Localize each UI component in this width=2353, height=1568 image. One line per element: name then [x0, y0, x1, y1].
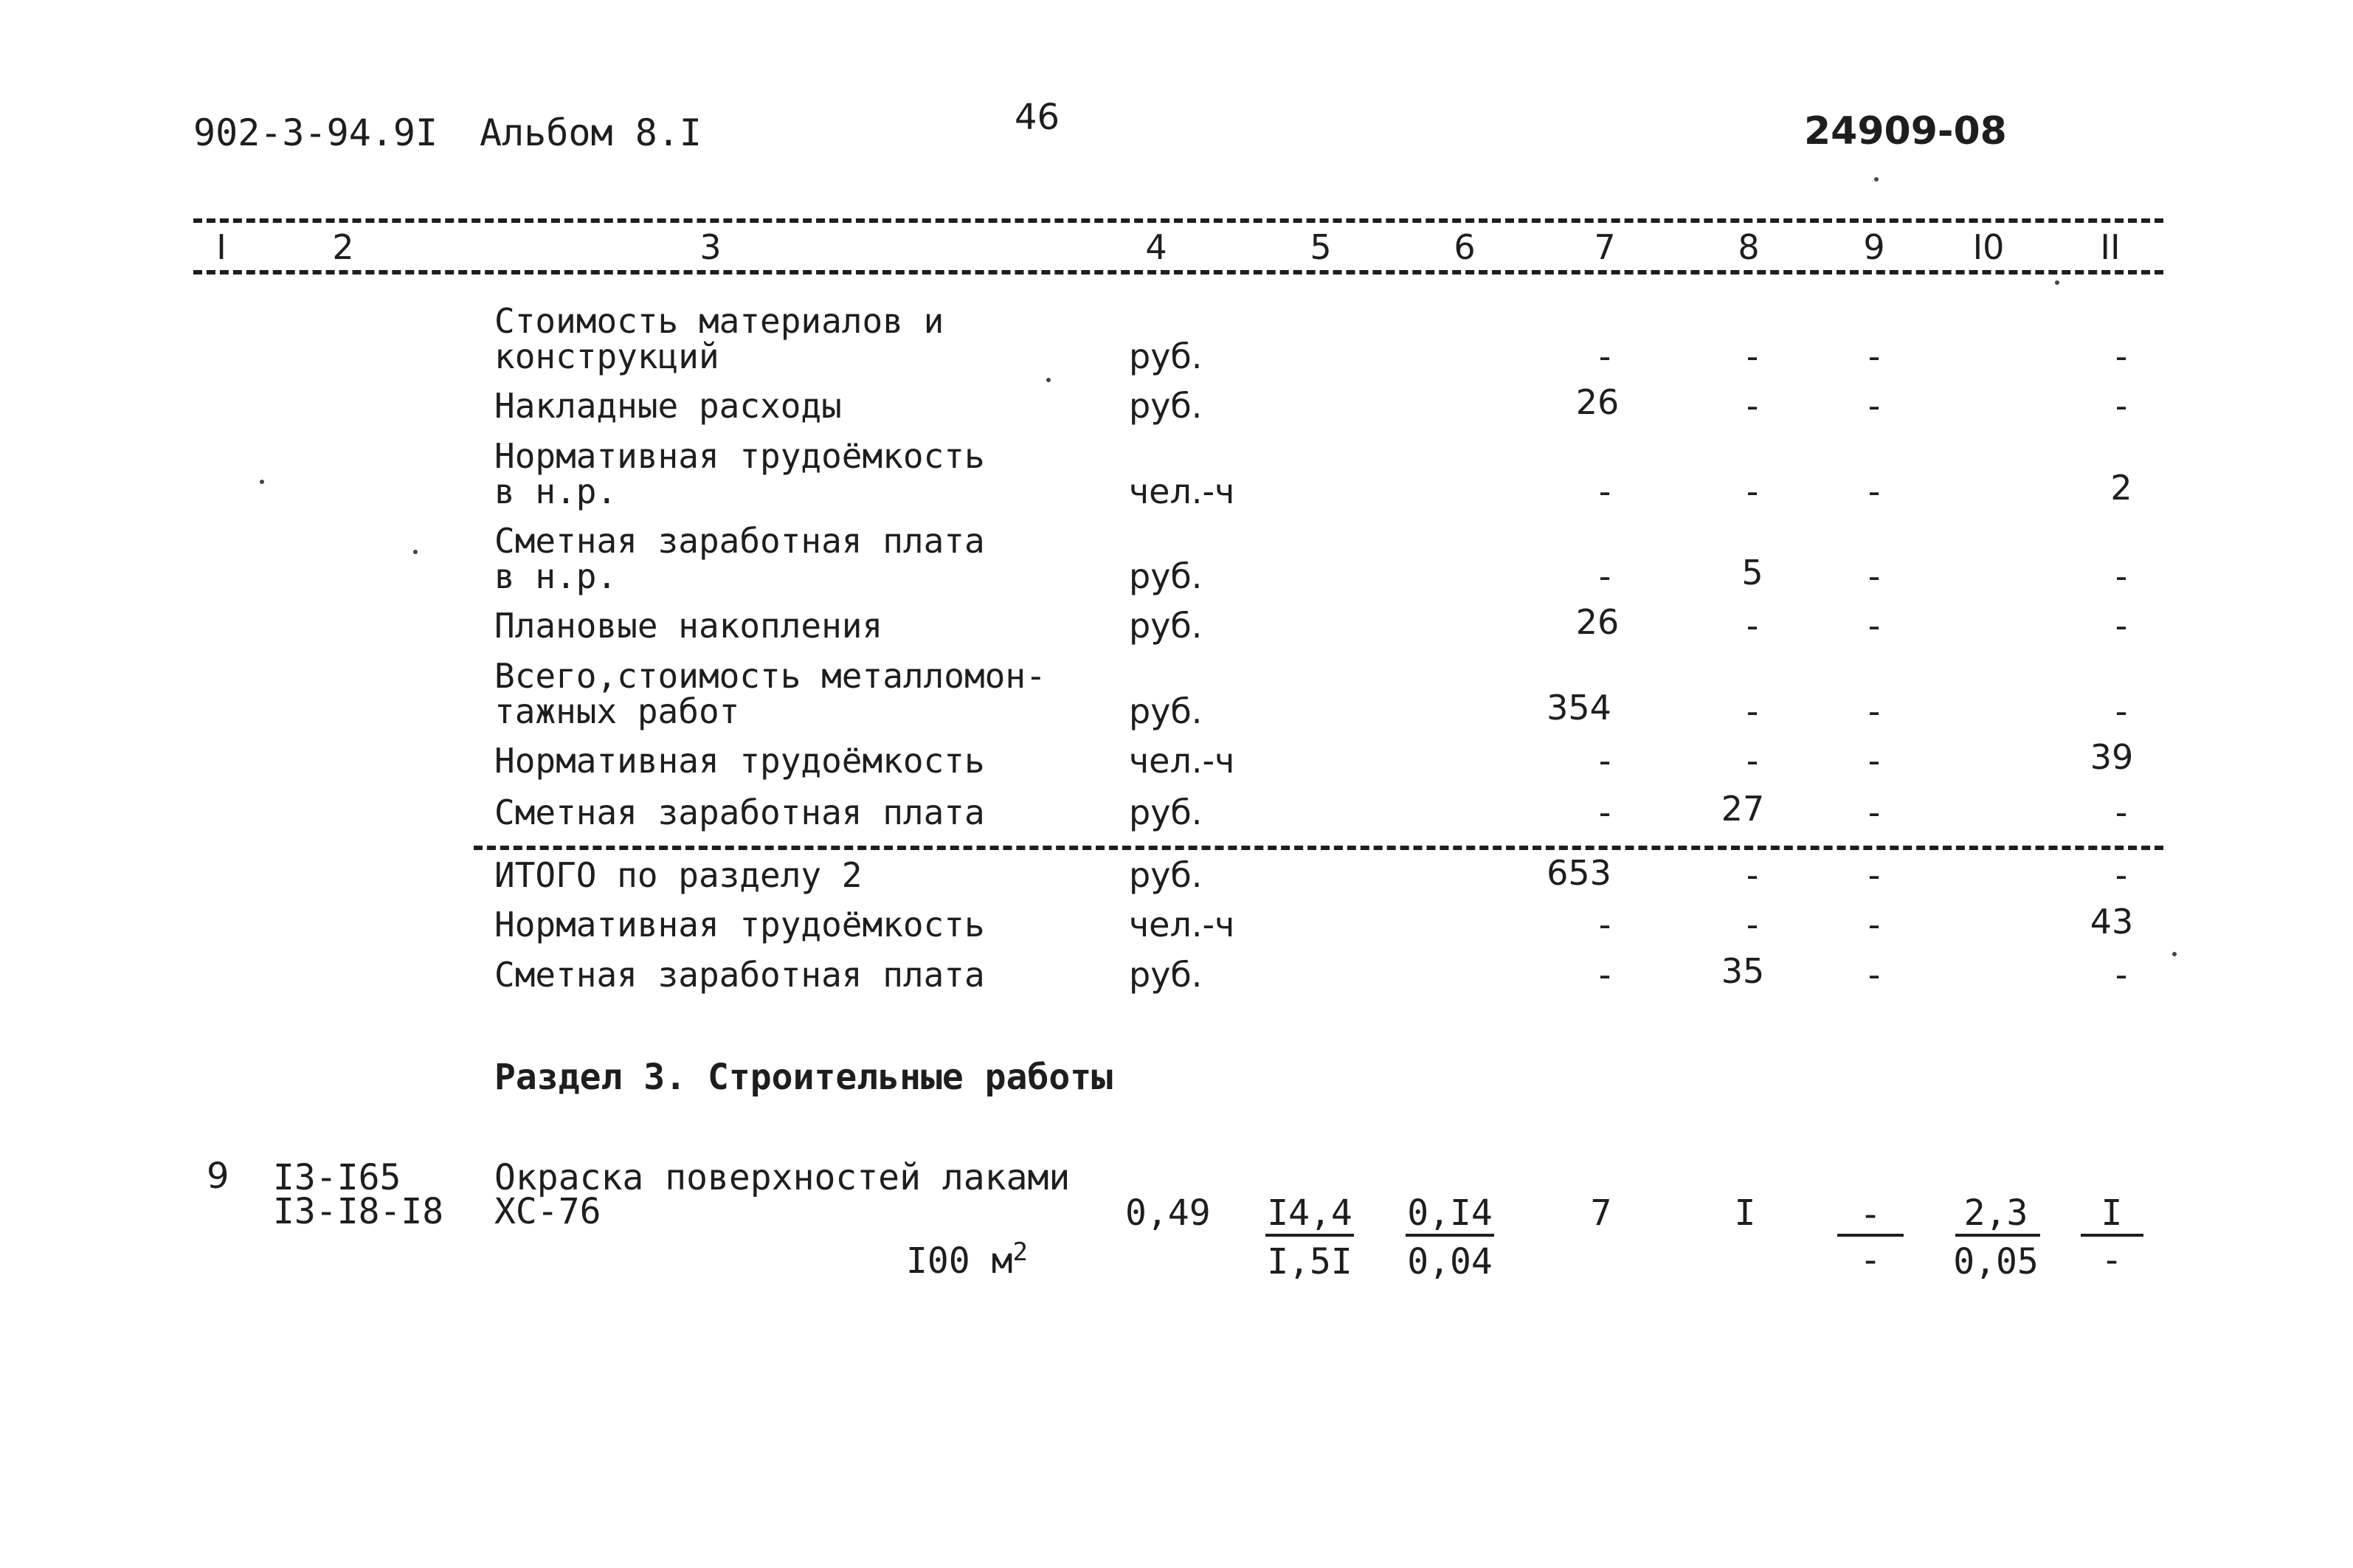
item-col7: 7 [1590, 1192, 1612, 1234]
fraction-bar [1265, 1234, 1354, 1237]
row-col8: - [1746, 472, 1759, 511]
row-col7: 354 [1547, 688, 1611, 728]
row-col8: 27 [1721, 789, 1765, 829]
row-col8: - [1746, 336, 1759, 376]
item-unit-superscript: 2 [1012, 1237, 1028, 1267]
column-header-3: 3 [699, 227, 722, 267]
row-col9: - [1867, 606, 1881, 646]
item-name-line2: ХС-76 [494, 1191, 601, 1232]
scan-speck [2055, 280, 2059, 285]
item-unit-text: I00 м [906, 1240, 1013, 1282]
row-col8: 5 [1741, 553, 1763, 593]
item-number: 9 [207, 1156, 229, 1197]
fraction-bar [1406, 1234, 1494, 1237]
totals-col8: 35 [1721, 951, 1765, 991]
row-col11: - [2115, 606, 2128, 646]
row-col11: 2 [2110, 468, 2132, 508]
row-col11: - [2115, 792, 2128, 832]
row-name-line1: Сметная заработная плата [494, 521, 985, 561]
scan-speck [1046, 378, 1051, 382]
fraction-bar [1955, 1234, 2040, 1237]
row-col9: - [1867, 336, 1881, 376]
row-name-line1: Всего,стоимость металломон- [494, 656, 1046, 696]
row-col7: - [1598, 336, 1611, 376]
totals-col8: - [1746, 905, 1759, 944]
totals-col9: - [1867, 855, 1881, 895]
column-header-10: I0 [1972, 227, 2005, 267]
row-col9: - [1867, 556, 1881, 596]
row-name-line1: Накладные расходы [494, 386, 842, 426]
row-name-line2: конструкций [494, 336, 719, 376]
totals-unit: чел.-ч [1129, 905, 1235, 944]
scan-speck [1874, 177, 1879, 182]
row-name-line2: в н.р. [494, 472, 618, 511]
row-col11: - [2115, 336, 2128, 376]
column-header-5: 5 [1310, 227, 1332, 267]
totals-name: Нормативная трудоёмкость [494, 905, 985, 944]
column-header-6: 6 [1454, 227, 1476, 267]
item-unit [906, 1237, 1028, 1282]
row-unit: руб. [1129, 606, 1203, 646]
row-col7: - [1598, 556, 1611, 596]
page-number: 46 [1015, 97, 1060, 138]
totals-col9: - [1867, 955, 1881, 995]
item-name-line1: Окраска поверхностей лаками [494, 1157, 1071, 1198]
column-header-11: II [2100, 227, 2121, 267]
item-col8: I [1734, 1192, 1756, 1234]
section-title: Раздел 3. Строительные работы [494, 1057, 1113, 1098]
row-unit: руб. [1129, 386, 1203, 426]
fraction-bar [2081, 1234, 2143, 1237]
album-label: Альбом 8.I [480, 111, 702, 154]
totals-unit: руб. [1129, 955, 1203, 995]
item-col5-top: I4,4 [1267, 1192, 1352, 1234]
item-col10-top: 2,3 [1963, 1192, 2028, 1234]
row-unit: руб. [1129, 556, 1203, 596]
header-rule-top [193, 218, 2163, 223]
totals-unit: руб. [1129, 855, 1203, 895]
totals-name: Сметная заработная плата [494, 955, 985, 995]
totals-col11: - [2115, 955, 2128, 995]
totals-col7: - [1598, 955, 1611, 995]
item-code-2: I3-I8-I8 [273, 1191, 444, 1232]
row-name-line1: Сметная заработная плата [494, 792, 985, 832]
row-col7: 26 [1575, 382, 1620, 422]
row-unit: чел.-ч [1129, 741, 1235, 781]
totals-col7: - [1598, 905, 1611, 944]
totals-name: ИТОГО по разделу 2 [494, 855, 863, 895]
row-unit: руб. [1129, 792, 1203, 832]
project-code: 24909-08 [1804, 109, 2007, 153]
header-rule-bottom [193, 270, 2163, 274]
row-col11: 39 [2090, 737, 2134, 777]
row-col11: - [2115, 556, 2128, 596]
row-col9: - [1867, 472, 1881, 511]
row-col11: - [2115, 386, 2128, 426]
row-col9: - [1867, 691, 1881, 731]
item-col6-top: 0,I4 [1407, 1192, 1493, 1234]
row-col7: 26 [1575, 602, 1620, 642]
column-header-4: 4 [1145, 227, 1167, 267]
doc-code: 902-3-94.9I [193, 111, 438, 154]
row-col8: - [1746, 741, 1759, 781]
totals-col9: - [1867, 905, 1881, 944]
row-name-line1: Нормативная трудоёмкость [494, 436, 985, 476]
item-quantity: 0,49 [1125, 1192, 1211, 1234]
column-header-7: 7 [1594, 227, 1616, 267]
fraction-bar [1837, 1234, 1904, 1237]
scan-speck [2172, 952, 2177, 956]
row-unit: чел.-ч [1129, 472, 1235, 511]
totals-rule [474, 846, 2163, 850]
row-col11: - [2115, 691, 2128, 731]
totals-col8: - [1746, 855, 1759, 895]
row-col9: - [1867, 386, 1881, 426]
item-col9-bottom: - [1864, 1240, 1877, 1281]
item-col6-bottom: 0,04 [1407, 1241, 1493, 1282]
row-col7: - [1598, 472, 1611, 511]
column-header-1: I [216, 227, 227, 267]
row-unit: руб. [1129, 336, 1203, 376]
item-col9-top: - [1864, 1194, 1877, 1235]
item-col11-bottom: - [2105, 1240, 2118, 1281]
row-col9: - [1867, 792, 1881, 832]
item-col11-top: I [2101, 1192, 2123, 1234]
row-col8: - [1746, 691, 1759, 731]
totals-col11: - [2115, 855, 2128, 895]
totals-col11: 43 [2090, 902, 2134, 942]
scan-speck [413, 550, 418, 554]
row-col7: - [1598, 741, 1611, 781]
row-name-line2: в н.р. [494, 556, 618, 596]
row-col7: - [1598, 792, 1611, 832]
row-col9: - [1867, 741, 1881, 781]
row-name-line1: Нормативная трудоёмкость [494, 741, 985, 781]
row-col8: - [1746, 386, 1759, 426]
row-unit: руб. [1129, 691, 1203, 731]
item-col10-bottom: 0,05 [1953, 1241, 2039, 1282]
row-name-line1: Стоимость материалов и [494, 301, 944, 341]
scan-speck [260, 480, 264, 484]
column-header-8: 8 [1738, 227, 1760, 267]
row-name-line2: тажных работ [494, 691, 740, 731]
item-code-1: I3-I65 [273, 1157, 401, 1198]
row-col8: - [1746, 606, 1759, 646]
column-header-2: 2 [332, 227, 354, 267]
row-name-line1: Плановые накопления [494, 606, 883, 646]
column-header-9: 9 [1863, 227, 1885, 267]
totals-col7: 653 [1547, 853, 1611, 893]
item-col5-bottom: I,5I [1267, 1241, 1352, 1282]
